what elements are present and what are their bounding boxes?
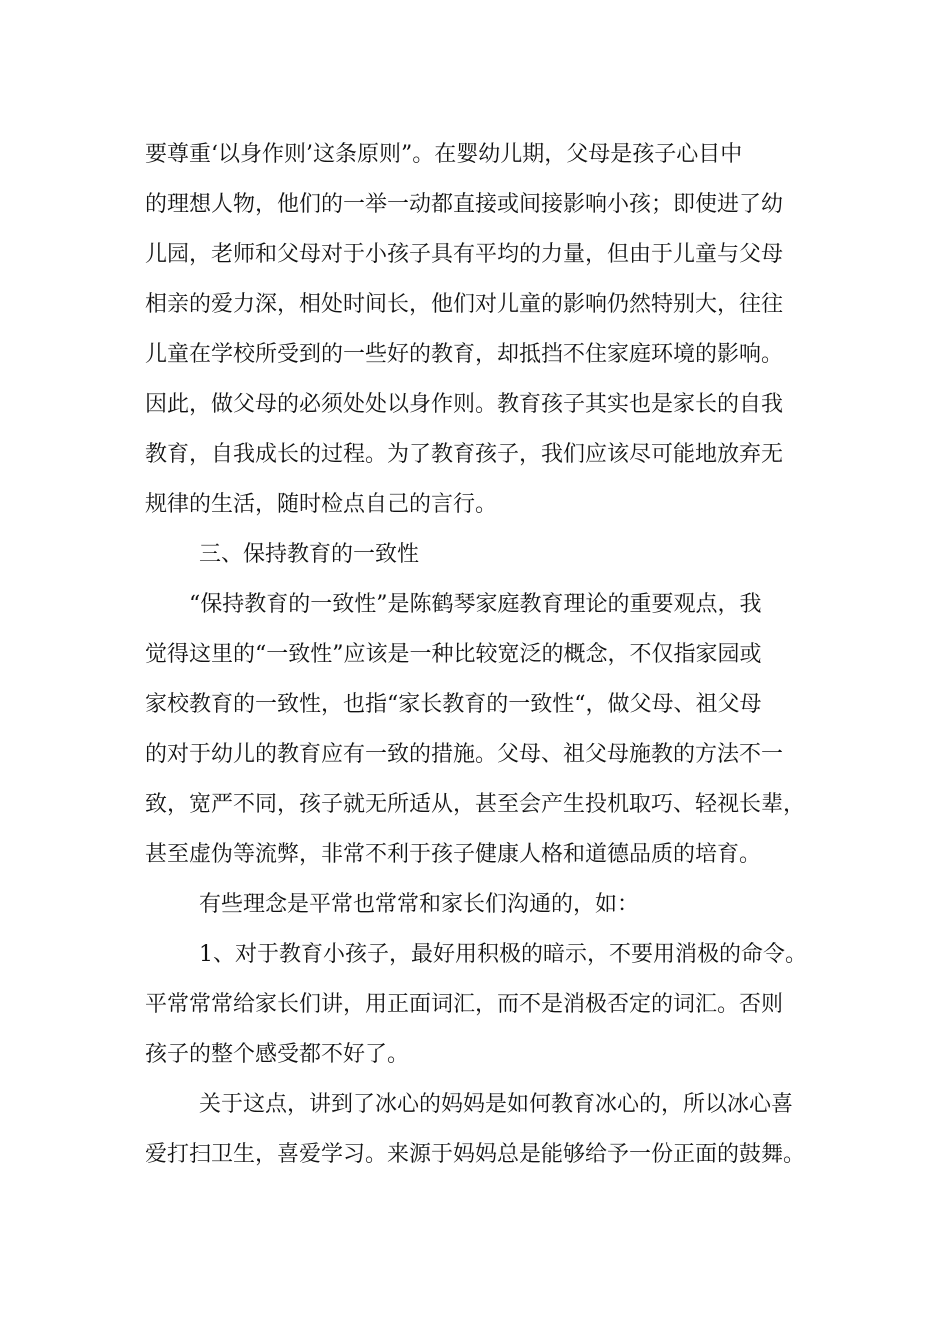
text-line: 觉得这里的“一致性”应该是一种比较宽泛的概念，不仅指家园或 [145,642,762,667]
text-line: 的理想人物，他们的一举一动都直接或间接影响小孩；即使进了幼 [145,192,784,217]
text-line: 爱打扫卫生，喜爱学习。来源于妈妈总是能够给予一份正面的鼓舞。 [145,1142,806,1167]
text-line: 相亲的爱力深，相处时间长，他们对儿童的影响仍然特别大，往往 [145,292,784,317]
text-line: 儿童在学校所受到的一些好的教育，却抵挡不住家庭环境的影响。 [145,342,784,367]
text-line: “保持教育的一致性”是陈鹤琴家庭教育理论的重要观点，我 [189,592,762,617]
text-line: 孩子的整个感受都不好了。 [145,1042,410,1067]
text-line: 因此，做父母的必须处处以身作则。教育孩子其实也是家长的自我 [145,392,784,417]
section-heading: 三、保持教育的一致性 [199,542,420,567]
list-item: 1、对于教育小孩子，最好用积极的暗示，不要用消极的命令。 [199,942,807,967]
text-line: 儿园，老师和父母对于小孩子具有平均的力量，但由于儿童与父母 [145,242,784,267]
text-line: 有些理念是平常也常常和家长们沟通的，如： [199,892,640,917]
text-line: 甚至虚伪等流弊，非常不利于孩子健康人格和道德品质的培育。 [145,842,762,867]
text-line: 规律的生活，随时检点自己的言行。 [145,492,498,517]
text-line: 家校教育的一致性，也指“家长教育的一致性“，做父母、祖父母 [145,692,762,717]
text-line: 的对于幼儿的教育应有一致的措施。父母、祖父母施教的方法不一 [145,742,784,767]
text-line: 致，宽严不同，孩子就无所适从，甚至会产生投机取巧、轻视长辈， [145,792,806,817]
text-line: 关于这点，讲到了冰心的妈妈是如何教育冰心的，所以冰心喜 [199,1092,794,1117]
text-line: 要尊重‘以身作则’这条原则”。在婴幼儿期，父母是孩子心目中 [145,142,743,167]
text-line: 教育，自我成长的过程。为了教育孩子，我们应该尽可能地放弃无 [145,442,784,467]
body-text [145,130,820,1180]
text-line: 平常常常给家长们讲，用正面词汇，而不是消极否定的词汇。否则 [145,992,784,1017]
